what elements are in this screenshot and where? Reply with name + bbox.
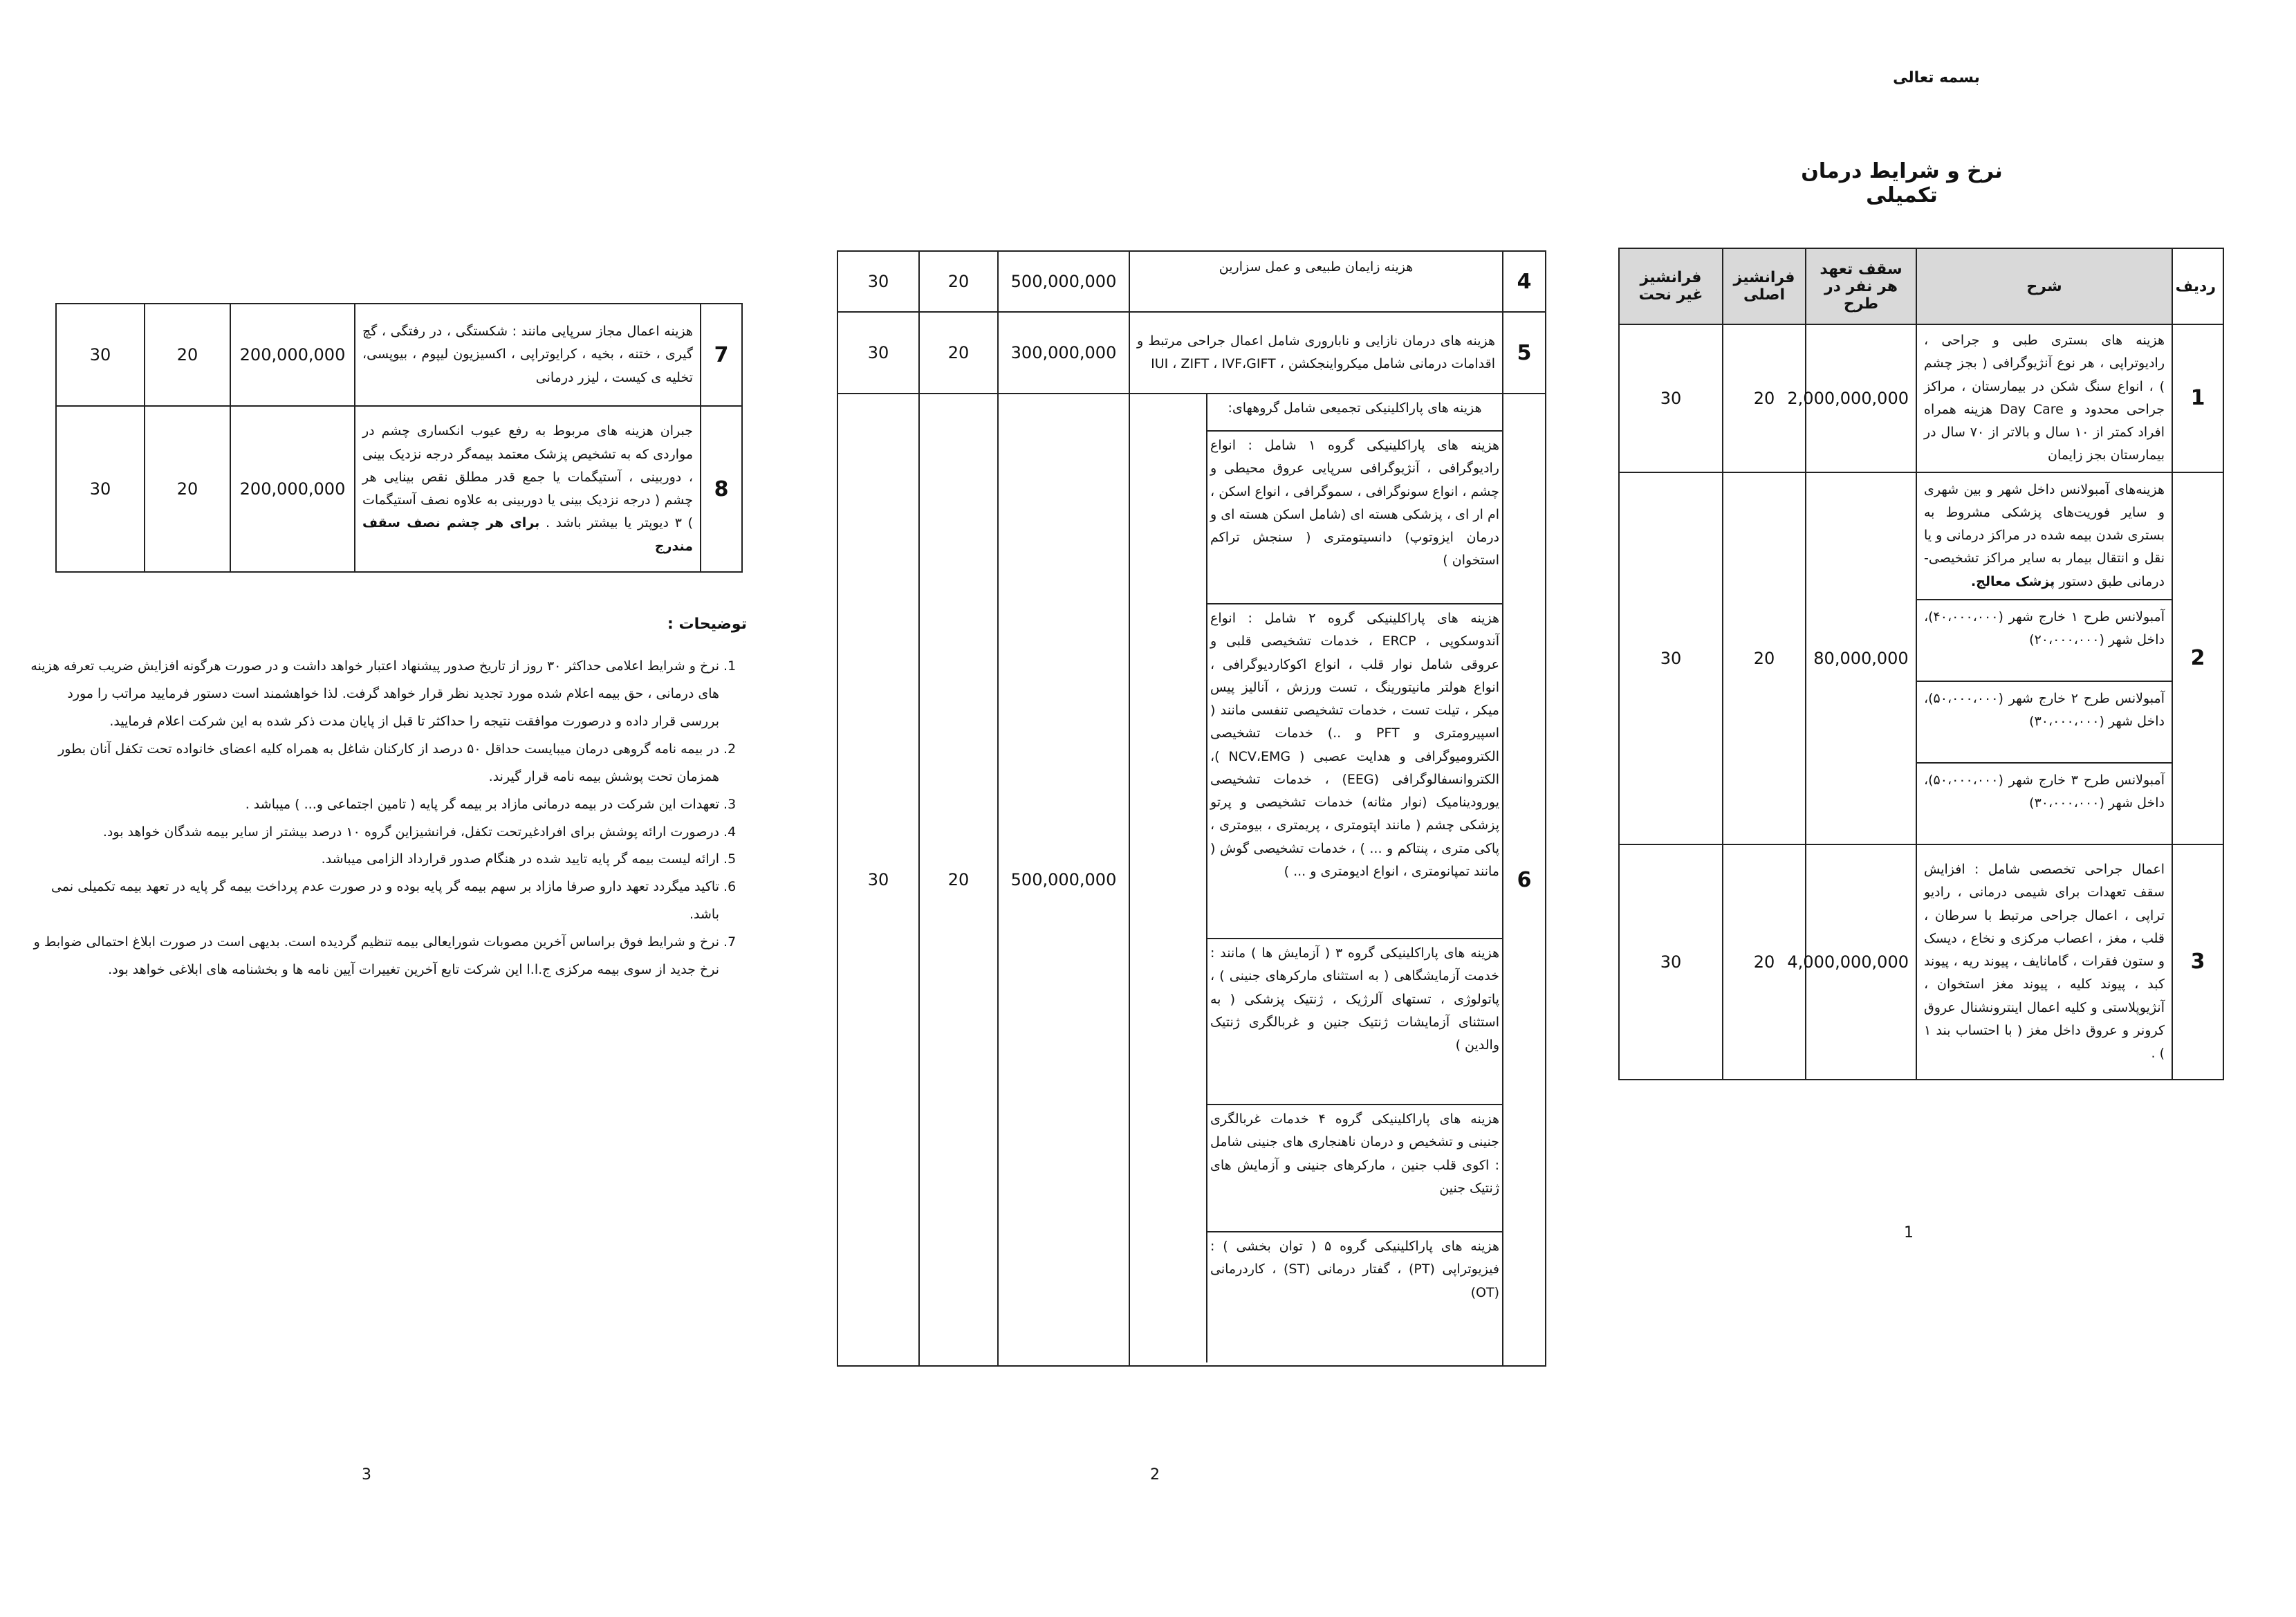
paraclinic-group-2: هزینه های پاراکلینیکی گروه ۲ شامل : انواع آندوسکوپی ، ERCP ، خدمات تشخیصی قلبی و عروقی شامل نوار قلب ، انواع اکوکاردیوگرافی ، انواع هولتر مانیتورینگ ، تست ورزش ، آنالیز پیس میکر ، تیلت تست ، خدمات تشخیصی تنفسی مانند ( اسپیرومتری و PFT و ..) خدمات تشخیصی الکترومیوگرافی و هدایت عصبی ( NCV،EMG )، الکتروانسفالوگرافی (EEG) ، خدمات تشخیصی یورودینامیک (نوار مثانه) خدمات تشخیصی و پرتو پزشکی چشم ( مانند اپتومتری ، پریمتری ، بیومتری ، پاکی متری ، پنتاکم و ... ) ، خدمات تشخیصی گوش ( مانند تمپانومتری ، انواع ادیومتری و ... ) <box>1207 604 1502 939</box>
row-description <box>1916 472 2172 844</box>
row-cap: 500,000,000 <box>998 394 1129 1366</box>
paraclinic-groups <box>1206 394 1502 1362</box>
ambulance-plan-3: آمبولانس طرح ۳ خارج شهر (۵۰،۰۰۰،۰۰۰)، داخل شهر (۳۰،۰۰۰،۰۰۰) <box>1924 772 2165 811</box>
paraclinic-group-3: هزینه های پاراکلینیکی گروه ۳ ( آزمایش ها ) مانند : خدمت آزمایشگاهی ( به استثنای مارکرهای جنینی ) ، پاتولوژی ، تستهای آلرژیک ، ژنتیک پزشکی ( به استثنای آزمایشات ژنتیک جنین و غربالگری ژنتیک والدین ) <box>1207 939 1502 1105</box>
table-row <box>837 251 1546 312</box>
row-franchise-main: 20 <box>919 312 998 394</box>
row-description: هزینه زایمان طبیعی و عمل سزارین <box>1129 251 1503 312</box>
ambulance-plan-1: آمبولانس طرح ۱ خارج شهر (۴۰،۰۰۰،۰۰۰)، داخل شهر (۲۰،۰۰۰،۰۰۰) <box>1917 600 2172 682</box>
page1-number: 1 <box>1904 1224 1914 1241</box>
row-cap: 200,000,000 <box>230 304 355 406</box>
paraclinic-heading: هزینه های پاراکلینیکی تجمیعی شامل گروههای: <box>1207 394 1502 432</box>
note-item: 2. در بیمه نامه گروهی درمان میبایست حداقل ۵۰ درصد از کارکنان شاغل به همراه کلیه اعضای خانواده تحت تکفل آنان بطور همزمان تحت پوشش بیمه نامه قرار گیرند. <box>28 736 719 791</box>
row-franchise-main: 20 <box>1723 472 1806 844</box>
table-header-row <box>1619 248 2223 324</box>
row-franchise-main: 20 <box>1723 844 1806 1080</box>
ambulance-intro-bold: پزشک معالج. <box>1970 573 2055 589</box>
row-index: 3 <box>2172 844 2223 1080</box>
row-index: 8 <box>701 406 742 572</box>
row-index: 7 <box>701 304 742 406</box>
row-cap: 200,000,000 <box>230 406 355 572</box>
ambulance-plan-2: آمبولانس طرح ۲ خارج شهر (۵۰،۰۰۰،۰۰۰)، داخل شهر (۳۰،۰۰۰،۰۰۰) <box>1917 682 2172 764</box>
col-header-description: شرح <box>1916 248 2172 324</box>
row-cap: 2,000,000,000 <box>1806 324 1916 472</box>
row-index: 6 <box>1503 394 1546 1366</box>
page1-header: بسمه تعالی <box>1893 69 1980 86</box>
table-row <box>56 304 742 406</box>
note-item: 1. نرخ و شرایط اعلامی حداکثر ۳۰ روز از تاریخ صدور پیشنهاد اعتبار خواهد داشت و در صورت هرگونه افزایش ضریب تعرفه هزینه های درمانی ، حق بیمه اعلام شده مورد تجدید نظر قرار خواهد گرفت. لذا خواهشمند است دستور فرمایید مراتب را مورد بررسی قرار داده و درصورت موافقت نتیجه را حداکثر تا قبل از پایان مدت ذکر شده به این شرکت اعلام فرمایید. <box>28 653 719 736</box>
row-franchise-main: 20 <box>919 251 998 312</box>
table-row <box>1619 324 2223 472</box>
row-franchise-main: 20 <box>1723 324 1806 472</box>
row-description: هزینه های درمان نازایی و ناباروری شامل اعمال جراحی مرتبط و اقدامات درمانی شامل میکرواینجکشن ، IUI ، ZIFT ، IVF،GIFT <box>1129 312 1503 394</box>
row-index: 5 <box>1503 312 1546 394</box>
col-header-row-index: ردیف <box>2172 248 2223 324</box>
coverage-table-page3 <box>55 303 743 573</box>
row-franchise-other: 30 <box>837 251 919 312</box>
row-description: اعمال جراحی تخصصی شامل : افزایش سقف تعهدات برای شیمی درمانی ، رادیو تراپی ، اعمال جراحی مرتبط با سرطان ، قلب ، مغز ، اعصاب مرکزی و نخاع ، دیسک و ستون فقرات ، گامانایف ، پیوند ریه ، پیوند کبد ، پیوند کلیه ، پیوند مغز استخوان ، آنژیوپلاستی و کلیه اعمال اینترونشنال عروق کرونر و عروق داخل مغز ( با احتساب بند ۱ ) . <box>1916 844 2172 1080</box>
row-franchise-other: 30 <box>1619 472 1723 844</box>
row-cap: 4,000,000,000 <box>1806 844 1916 1080</box>
row-franchise-other: 30 <box>1619 324 1723 472</box>
col-header-franchise-main: فرانشیز اصلی <box>1723 248 1806 324</box>
table-row <box>1619 844 2223 1080</box>
table-row <box>837 394 1546 1366</box>
row-cap: 500,000,000 <box>998 251 1129 312</box>
ambulance-intro-text: هزینه‌های آمبولانس داخل شهر و بین شهری و سایر فوریت‌های پزشکی مشروط به بستری شدن بیمه شده در مراکز درمانی و یا نقل و انتقال بیمار به سایر مراکز تشخیصی-درمانی طبق دستور <box>1924 481 2165 589</box>
col-header-cap: سقف تعهد هر نفر در طرح <box>1806 248 1916 324</box>
table-row <box>1619 472 2223 844</box>
row-index: 4 <box>1503 251 1546 312</box>
table-row <box>56 406 742 572</box>
note-item: 7. نرخ و شرایط فوق براساس آخرین مصوبات شورایعالی بیمه تنظیم گردیده است. بدیهی است در صورت ابلاغ احتمالی ضوابط و نرخ جدید از سوی بیمه مرکزی ج.ا.ا این شرکت تابع آخرین تغییرات آیین نامه ها و بخشنامه های ابلاغی خواهد بود. <box>28 929 719 984</box>
row-index: 2 <box>2172 472 2223 844</box>
coverage-table-page2 <box>837 250 1546 1367</box>
row-franchise-main: 20 <box>919 394 998 1366</box>
row-cap: 80,000,000 <box>1806 472 1916 844</box>
coverage-table-page1 <box>1618 248 2224 1080</box>
note-item: 3. تعهدات این شرکت در بیمه درمانی مازاد بر بیمه گر پایه ( تامین اجتماعی و... ) میباشد . <box>28 791 719 819</box>
row-description <box>355 406 701 572</box>
note-item: 5. ارائه لیست بیمه گر پایه تایید شده در هنگام صدور قرارداد الزامی میباشد. <box>28 846 719 874</box>
table-row <box>837 312 1546 394</box>
row-franchise-other: 30 <box>837 394 919 1366</box>
page1-title: نرخ و شرایط درمان تکمیلی <box>1801 159 2003 207</box>
row-description <box>1129 394 1503 1366</box>
note-item: 6. تاکید میگردد تعهد دارو صرفا مازاد بر سهم بیمه گر پایه بوده و در صورت عدم پرداخت بیمه گر پایه در تعهد بیمه تکمیلی نمی باشد. <box>28 874 719 929</box>
row-description: هزینه اعمال مجاز سرپایی مانند : شکستگی ، در رفتگی ، گچ گیری ، ختنه ، بخیه ، کرایوتراپی ، اکسیزیون لیپوم ، بیوپسی، تخلیه ی کیست ، لیزر درمانی <box>355 304 701 406</box>
col-header-franchise-other: فرانشیز غیر نحت <box>1619 248 1723 324</box>
row-franchise-main: 20 <box>145 304 230 406</box>
notes-title: توضیحات : <box>667 616 747 633</box>
paraclinic-group-4: هزینه های پاراکلینیکی گروه ۴ خدمات غربالگری جنینی و تشخیص و درمان ناهنجاری های جنینی شامل : اکوی قلب جنین ، مارکرهای جنینی و آزمایش های ژنتیک جنین <box>1207 1105 1502 1232</box>
refraction-text: جبران هزینه های مربوط به رفع عیوب انکساری چشم در مواردی که به تشخیص پزشک معتمد بیمه‌گر درجه نزدیک بینی ، دوربینی ، آستیگمات یا جمع قدر مطلق نقص بینایی هر چشم ( درجه نزدیک بینی یا دوربینی به علاوه نصف آستیگمات ) ۳ دیوپتر یا بیشتر باشد . <box>362 423 694 531</box>
row-franchise-main: 20 <box>145 406 230 572</box>
row-index: 1 <box>2172 324 2223 472</box>
row-description: هزینه های بستری طبی و جراحی ، رادیوتراپی ، هر نوع آنژیوگرافی ( بجز چشم ) ، انواع سنگ شکن در بیمارستان ، مراکز جراحی محدود و Day Care هزینه همراه افراد کمتر از ۱۰ سال و بالاتر از ۷۰ سال در بیمارستان بجز زایمان <box>1916 324 2172 472</box>
refraction-bold: برای هر چشم نصف سقف مندرج <box>362 515 693 554</box>
paraclinic-group-1: هزینه های پاراکلینیکی گروه ۱ شامل : انواع رادیوگرافی ، آنژیوگرافی سرپایی عروق محیطی و چشم ، انواع سونوگرافی ، سموگرافی ، انواع اسکن ، ام ار ای ، پزشکی هسته ای (شامل اسکن هسته ای و درمان ایزوتوپ) دانسیتومتری ( سنجش تراکم استخوان ) <box>1207 432 1502 604</box>
page2-number: 2 <box>1150 1466 1160 1484</box>
page3-number: 3 <box>362 1466 371 1484</box>
row-franchise-other: 30 <box>56 406 145 572</box>
row-franchise-other: 30 <box>837 312 919 394</box>
note-item: 4. درصورت ارائه پوشش برای افرادغیرتحت تکفل، فرانشیزاین گروه ۱۰ درصد بیشتر از سایر بیمه شدگان خواهد بود. <box>28 819 719 847</box>
row-franchise-other: 30 <box>56 304 145 406</box>
row-franchise-other: 30 <box>1619 844 1723 1080</box>
paraclinic-group-5: هزینه های پاراکلینیکی گروه ۵ ( توان بخشی ) : فیزیوتراپی (PT) ، گفتار درمانی (ST) ، کاردرمانی (OT) <box>1210 1239 1499 1300</box>
notes-section <box>28 609 747 984</box>
row-cap: 300,000,000 <box>998 312 1129 394</box>
notes-list <box>28 653 747 984</box>
ambulance-intro <box>1917 473 2172 600</box>
